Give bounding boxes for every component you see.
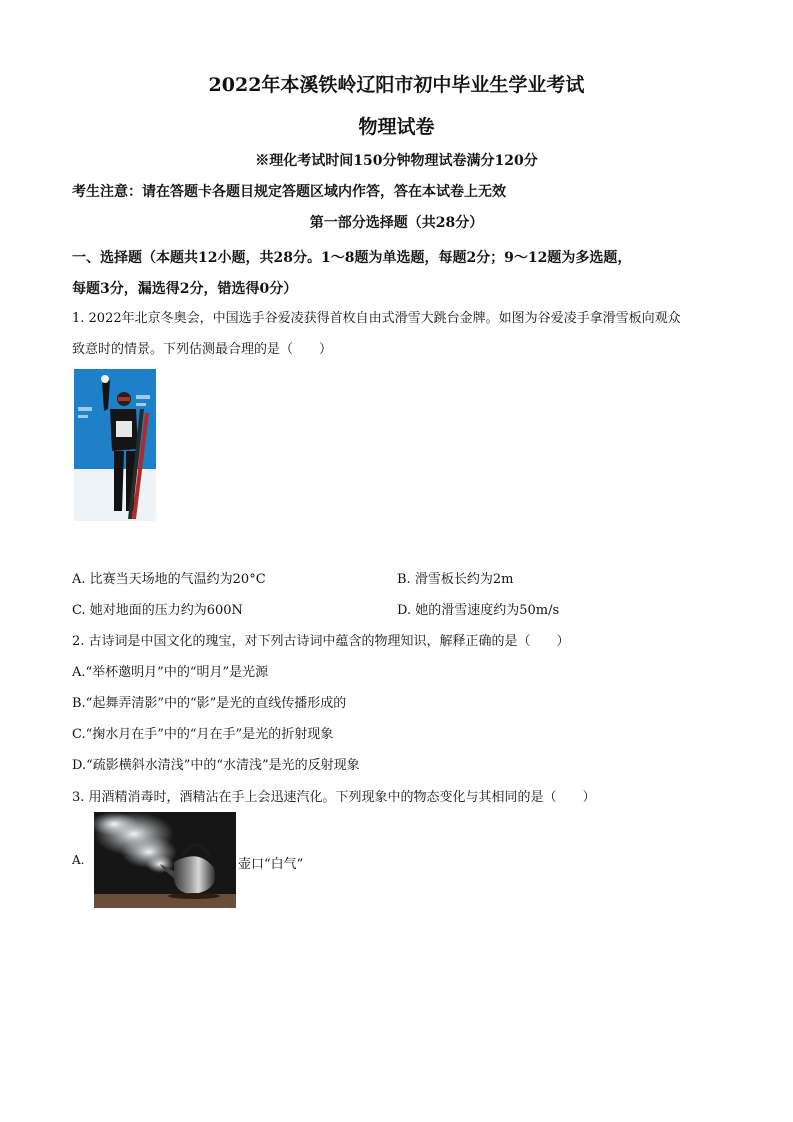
q1-stem-line1: 1. 2022年北京冬奥会，中国选手谷爱凌获得首枚自由式滑雪大跳台金牌。如图为谷爱凌手拿滑雪板向观众 (72, 311, 681, 326)
part-title: 第一部分选择题（共28分） (309, 215, 484, 231)
skier-photo-graphic (74, 369, 156, 521)
time-note: ※理化考试时间150分钟物理试卷满分120分 (255, 153, 538, 169)
section-heading-line2: 每题3分，漏选得2分，错选得0分） (72, 281, 298, 297)
q1-stem-line2: 致意时的情景。下列估测最合理的是（ ） (72, 342, 333, 357)
exam-title: 2022年本溪铁岭辽阳市初中毕业生学业考试 (208, 74, 585, 96)
q2-option-b: B.“起舞弄清影”中的“影”是光的直线传播形成的 (72, 696, 347, 711)
q2-option-d: D.“疏影横斜水清浅”中的“水清浅”是光的反射现象 (72, 758, 360, 773)
q1-option-b: B. 滑雪板长约为2m (397, 572, 514, 587)
attention-note: 考生注意：请在答题卡各题目规定答题区域内作答，答在本试卷上无效 (72, 184, 506, 200)
section-heading (72, 243, 722, 305)
kettle-steam-photo (94, 812, 236, 908)
section-heading-line1: 一、选择题（本题共12小题，共28分。1～8题为单选题，每题2分；9～12题为多选题， (72, 250, 632, 266)
skier-photo (74, 369, 156, 521)
kettle-steam-graphic (94, 812, 236, 908)
q3-option-a-text: 壶口“白气” (238, 857, 304, 872)
q3-stem: 3. 用酒精消毒时，酒精沾在手上会迅速汽化。下列现象中的物态变化与其相同的是（ ） (72, 790, 596, 805)
exam-subtitle: 物理试卷 (358, 116, 435, 138)
q3-option-a-label: A. (72, 853, 85, 867)
q2-stem: 2. 古诗词是中国文化的瑰宝，对下列古诗词中蕴含的物理知识，解释正确的是（ ） (72, 634, 570, 649)
q2-option-c: C.“掬水月在手”中的“月在手”是光的折射现象 (72, 727, 334, 742)
q1-option-d: D. 她的滑雪速度约为50m/s (397, 603, 560, 618)
q1-option-a: A. 比赛当天场地的气温约为20°C (72, 572, 266, 587)
q1-option-c: C. 她对地面的压力约为600N (72, 603, 243, 618)
q2-option-a: A.“举杯邀明月”中的“明月”是光源 (72, 665, 269, 680)
